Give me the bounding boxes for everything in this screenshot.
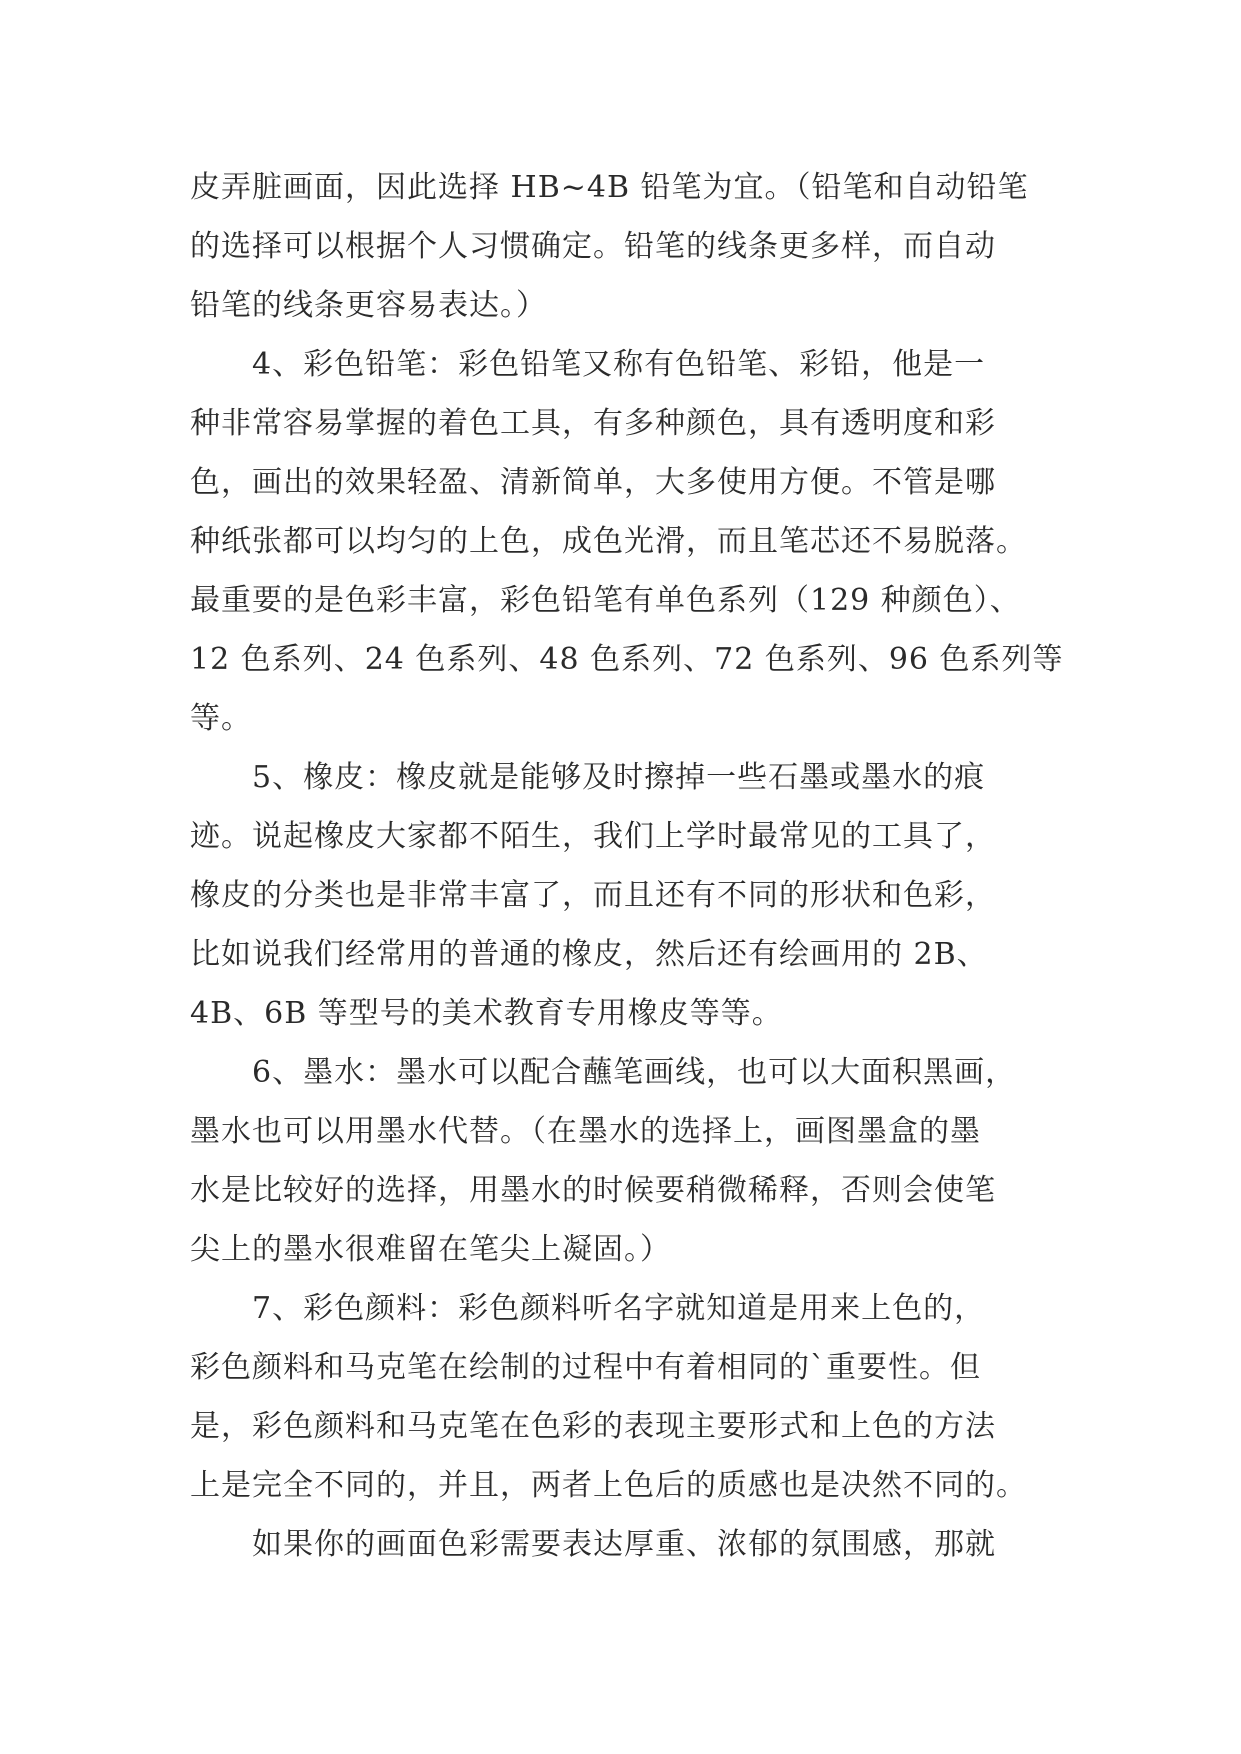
text-line: 迹。说起橡皮大家都不陌生，我们上学时最常见的工具了， <box>190 819 996 854</box>
text-line: 皮弄脏画面，因此选择 HB~4B 铅笔为宜。（铅笔和自动铅笔 <box>190 170 1029 205</box>
text-line: 比如说我们经常用的普通的橡皮，然后还有绘画用的 2B、 <box>190 937 988 972</box>
text-line: 色，画出的效果轻盈、清新简单，大多使用方便。不管是哪 <box>190 465 996 500</box>
text-line: 尖上的墨水很难留在笔尖上凝固。） <box>190 1232 671 1267</box>
text-line: 等。 <box>190 701 252 736</box>
paragraph-heading-line: 如果你的画面色彩需要表达厚重、浓郁的氛围感，那就 <box>252 1527 996 1562</box>
body-text <box>190 158 1064 1574</box>
text-line: 上是完全不同的，并且，两者上色后的质感也是决然不同的。 <box>190 1468 1027 1503</box>
paragraph-heading-line: 7、彩色颜料：彩色颜料听名字就知道是用来上色的， <box>252 1291 986 1326</box>
text-line: 墨水也可以用墨水代替。（在墨水的选择上，画图墨盒的墨 <box>190 1114 981 1149</box>
text-line: 是，彩色颜料和马克笔在色彩的表现主要形式和上色的方法 <box>190 1409 996 1444</box>
text-line: 12 色系列、24 色系列、48 色系列、72 色系列、96 色系列等 <box>190 642 1064 677</box>
text-line: 水是比较好的选择，用墨水的时候要稍微稀释，否则会使笔 <box>190 1173 996 1208</box>
text-line: 橡皮的分类也是非常丰富了，而且还有不同的形状和色彩， <box>190 878 996 913</box>
paragraph-heading-line: 4、彩色铅笔：彩色铅笔又称有色铅笔、彩铅，他是一 <box>252 347 986 382</box>
paragraph-heading-line: 6、墨水：墨水可以配合蘸笔画线，也可以大面积黑画， <box>252 1055 1017 1090</box>
text-line: 彩色颜料和马克笔在绘制的过程中有着相同的`重要性。但 <box>190 1350 981 1385</box>
text-line: 的选择可以根据个人习惯确定。铅笔的线条更多样，而自动 <box>190 229 996 264</box>
text-line: 铅笔的线条更容易表达。） <box>190 288 547 323</box>
text-line: 4B、6B 等型号的美术教育专用橡皮等等。 <box>190 996 783 1031</box>
text-line: 最重要的是色彩丰富，彩色铅笔有单色系列（129 种颜色）、 <box>190 583 1021 618</box>
text-line: 种纸张都可以均匀的上色，成色光滑，而且笔芯还不易脱落。 <box>190 524 1027 559</box>
text-line: 种非常容易掌握的着色工具，有多种颜色，具有透明度和彩 <box>190 406 996 441</box>
paragraph-heading-line: 5、橡皮：橡皮就是能够及时擦掉一些石墨或墨水的痕 <box>252 760 986 795</box>
